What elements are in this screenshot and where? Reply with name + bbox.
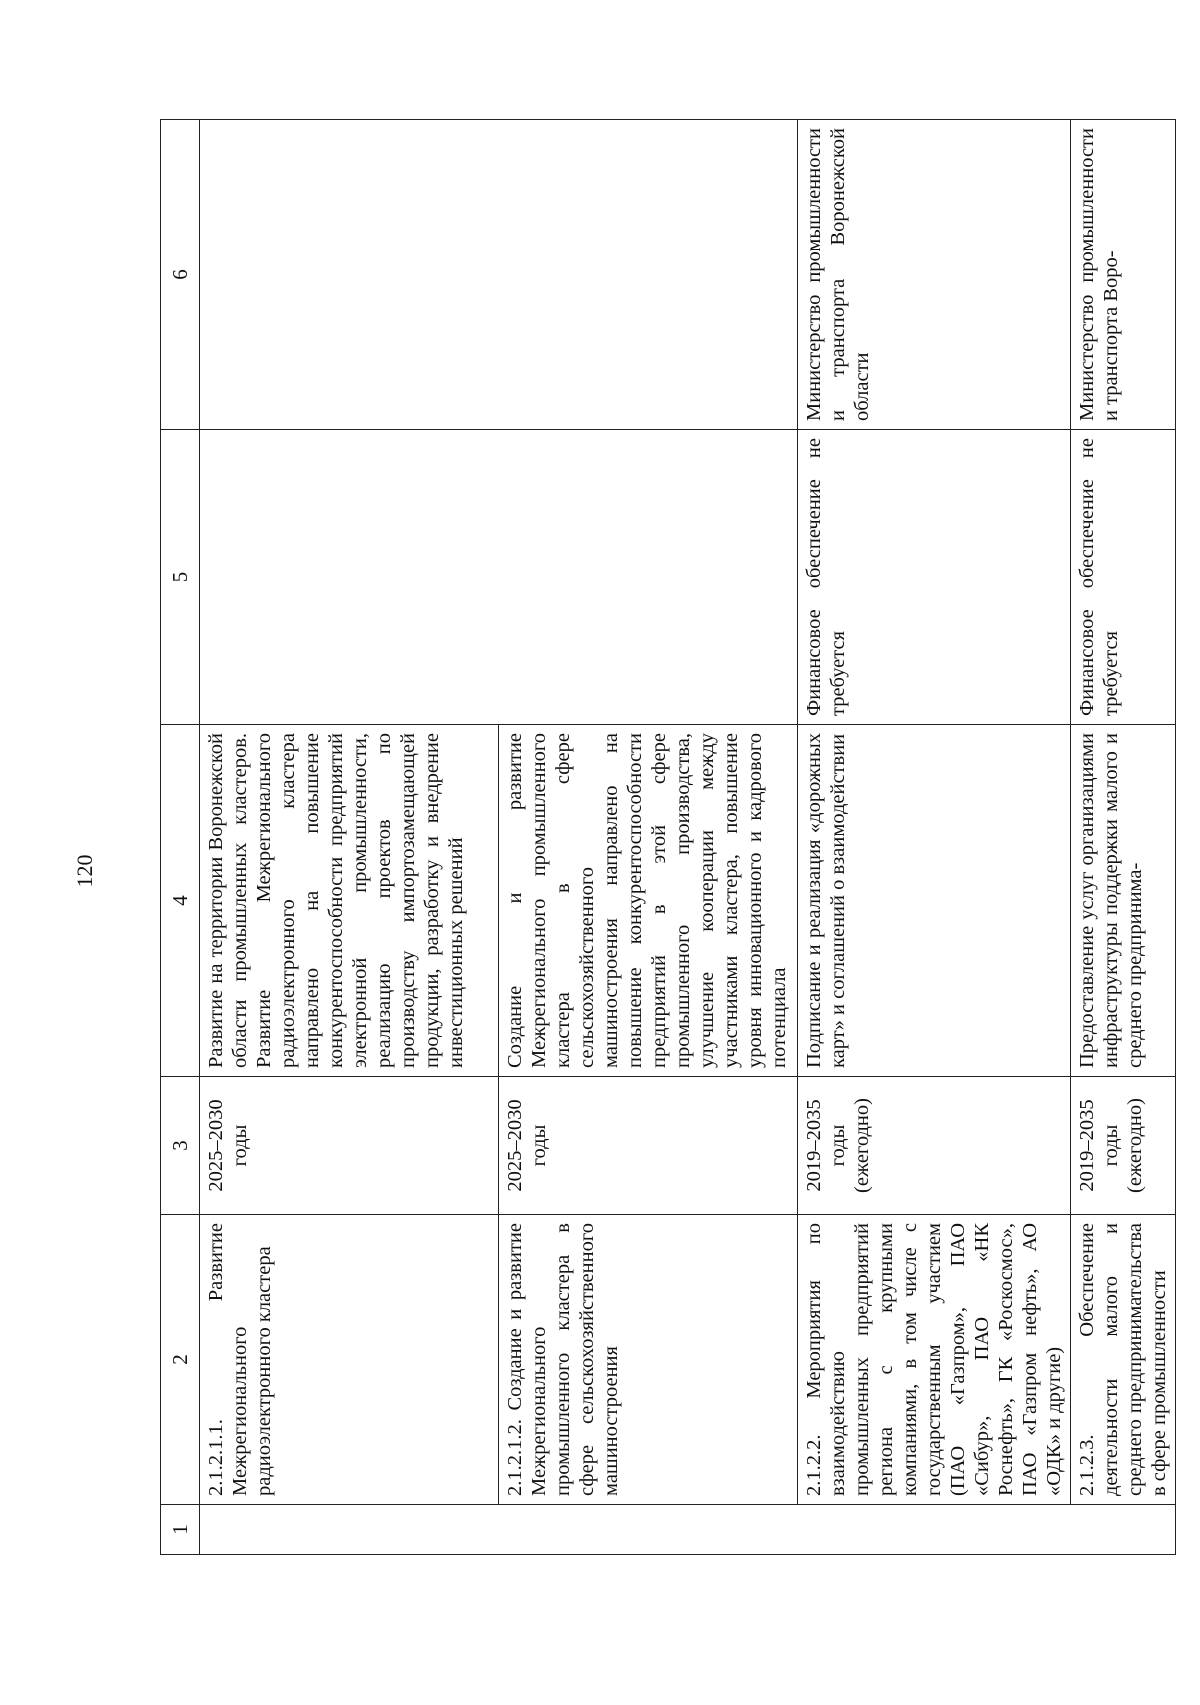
table-row	[798, 120, 1071, 1555]
measures-table	[160, 119, 1176, 1555]
column-number: 3	[161, 1077, 200, 1215]
column-number: 1	[161, 1505, 200, 1555]
table-cell: 2025–2030 годы	[200, 1077, 499, 1215]
table-cell: Подписание и реализация «дорожных карт» и соглашений о взаимодействии	[798, 725, 1071, 1077]
table-cell: Финансовое обеспечение не требуется	[798, 430, 1071, 725]
column-number-row	[161, 120, 200, 1555]
table-row	[1071, 120, 1176, 1555]
table-cell: 2.1.2.3. Обеспечение деятельности малого и среднего предпринимательства в сфере промышленности	[1071, 1215, 1176, 1505]
table-cell: Развитие на территории Воронежской области промышленных кластеров. Развитие Межрегионального радиоэлектронного кластера направлено на повышение конкурентоспособности предприятий электронной промышленности, реализацию проектов по производству импортозамещающей продукции, разработку и внедрение инвестиционных решений	[200, 725, 499, 1077]
table-cell: Министерство промышленности и транспорта Воро-	[1071, 120, 1176, 430]
rotated-page-content	[160, 120, 1170, 1555]
column-number: 5	[161, 430, 200, 725]
table-row	[200, 120, 499, 1555]
table-cell: 2.1.2.1.1. Развитие Межрегионального радиоэлектронного кластера	[200, 1215, 499, 1505]
table-cell: 2025–2030 годы	[499, 1077, 798, 1215]
page-number: 120	[72, 854, 97, 888]
table-cell	[200, 430, 798, 725]
table-cell: Предоставление услуг организациями инфраструктуры поддержки малого и среднего предпринима-	[1071, 725, 1176, 1077]
rotated-table-frame	[160, 120, 1170, 1555]
table-cell: Министерство промышленности и транспорта Воронежской области	[798, 120, 1071, 430]
table-cell	[200, 1505, 1176, 1555]
column-number: 2	[161, 1215, 200, 1505]
column-number: 6	[161, 120, 200, 430]
table-cell	[200, 120, 798, 430]
table-cell: Создание и развитие Межрегионального промышленного кластера в сфере сельскохозяйственного машиностроения направлено на повышение конкурентоспособности предприятий в этой сфере промышленного производства, улучшение кооперации между участниками кластера, повышение уровня инновационного и кадрового потенциала	[499, 725, 798, 1077]
table-cell: 2.1.2.2. Мероприятия по взаимодействию промышленных предприятий региона с крупными компаниями, в том числе с государственным участием (ПАО «Газпром», ПАО «Сибур», ПАО «НК Роснефть», ГК «Роскосмос», ПАО «Газпром нефть», АО «ОДК» и другие)	[798, 1215, 1071, 1505]
column-number: 4	[161, 725, 200, 1077]
table-cell: 2019–2035 годы (ежегодно)	[798, 1077, 1071, 1215]
table-cell: 2.1.2.1.2. Создание и развитие Межрегионального промышленного кластера в сфере сельскохозяйственного машиностроения	[499, 1215, 798, 1505]
table-cell: Финансовое обеспечение не требуется	[1071, 430, 1176, 725]
table-cell: 2019–2035 годы (ежегодно)	[1071, 1077, 1176, 1215]
